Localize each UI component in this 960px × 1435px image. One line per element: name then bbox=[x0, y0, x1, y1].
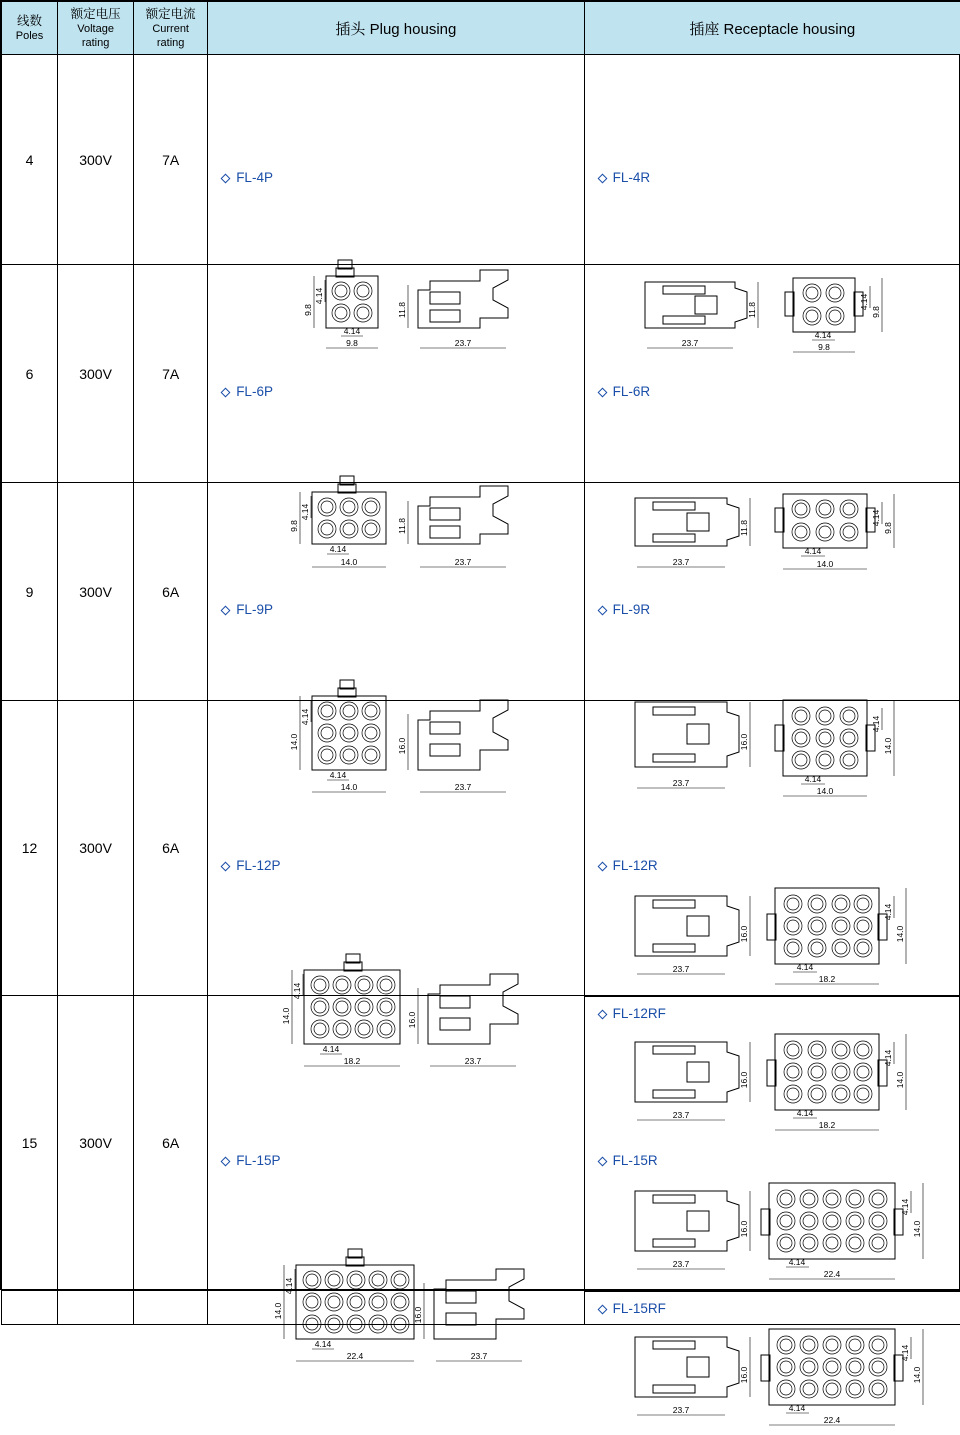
svg-text:4.14: 4.14 bbox=[284, 1278, 294, 1295]
svg-text:14.0: 14.0 bbox=[341, 557, 358, 567]
svg-text:16.0: 16.0 bbox=[739, 1367, 749, 1384]
cell-plug-drawing bbox=[208, 996, 584, 1291]
cell-plug-drawing bbox=[208, 701, 584, 996]
svg-text:4.14: 4.14 bbox=[330, 544, 347, 554]
cell-poles: 12 bbox=[2, 701, 58, 996]
cell-current: 6A bbox=[134, 996, 208, 1291]
svg-text:23.7: 23.7 bbox=[672, 778, 689, 788]
svg-text:23.7: 23.7 bbox=[455, 557, 472, 567]
svg-text:11.8: 11.8 bbox=[739, 520, 749, 536]
part-label-receptacle-1: FL-15R bbox=[599, 1153, 658, 1168]
cell-poles: 6 bbox=[2, 265, 58, 483]
svg-text:9.8: 9.8 bbox=[303, 304, 313, 316]
svg-text:11.8: 11.8 bbox=[747, 302, 757, 318]
svg-text:18.2: 18.2 bbox=[818, 974, 835, 984]
table-row bbox=[2, 265, 960, 483]
part-label-receptacle-2: FL-12RF bbox=[599, 1006, 666, 1021]
svg-text:4.14: 4.14 bbox=[804, 546, 821, 556]
svg-text:23.7: 23.7 bbox=[465, 1056, 482, 1066]
svg-text:4.14: 4.14 bbox=[796, 962, 813, 972]
svg-text:4.14: 4.14 bbox=[900, 1345, 910, 1362]
svg-text:22.4: 22.4 bbox=[823, 1415, 840, 1425]
header-voltage-cn: 额定电压 bbox=[60, 6, 131, 23]
table-row bbox=[2, 996, 960, 1291]
svg-text:14.0: 14.0 bbox=[816, 786, 833, 796]
header-plug-cn: 插头 bbox=[335, 21, 365, 38]
svg-text:14.0: 14.0 bbox=[895, 926, 905, 943]
svg-text:4.14: 4.14 bbox=[788, 1257, 805, 1267]
cell-voltage: 300V bbox=[58, 55, 134, 265]
cell-plug-drawing bbox=[208, 265, 584, 483]
svg-text:23.7: 23.7 bbox=[471, 1351, 488, 1361]
cell-receptacle-drawing bbox=[584, 55, 960, 265]
svg-text:4.14: 4.14 bbox=[883, 904, 893, 921]
svg-text:14.0: 14.0 bbox=[281, 1008, 291, 1025]
table-header-row bbox=[2, 2, 960, 55]
svg-text:23.7: 23.7 bbox=[672, 1259, 689, 1269]
cell-voltage: 300V bbox=[58, 265, 134, 483]
cell-receptacle-drawing bbox=[584, 483, 960, 701]
header-receptacle-en: Receptacle housing bbox=[724, 21, 856, 38]
cell-plug-drawing bbox=[208, 483, 584, 701]
header-voltage bbox=[58, 2, 134, 55]
svg-text:4.14: 4.14 bbox=[300, 503, 310, 520]
header-receptacle-cn: 插座 bbox=[689, 21, 719, 38]
cell-plug-drawing bbox=[208, 55, 584, 265]
svg-text:9.8: 9.8 bbox=[883, 522, 893, 534]
svg-text:23.7: 23.7 bbox=[672, 557, 689, 567]
cell-receptacle-drawing bbox=[584, 996, 960, 1291]
svg-text:14.0: 14.0 bbox=[289, 733, 299, 750]
header-plug bbox=[208, 2, 584, 55]
svg-text:16.0: 16.0 bbox=[739, 1221, 749, 1238]
svg-text:14.0: 14.0 bbox=[273, 1303, 283, 1320]
svg-text:14.0: 14.0 bbox=[816, 559, 833, 569]
footer-cell-current bbox=[134, 1291, 208, 1325]
svg-text:4.14: 4.14 bbox=[292, 983, 302, 1000]
svg-text:16.0: 16.0 bbox=[397, 737, 407, 754]
table-row bbox=[2, 701, 960, 996]
plug-drawing-15p bbox=[208, 1143, 584, 1435]
svg-text:18.2: 18.2 bbox=[818, 1120, 835, 1130]
table-row bbox=[2, 483, 960, 701]
svg-text:4.14: 4.14 bbox=[344, 326, 361, 336]
svg-text:22.4: 22.4 bbox=[823, 1269, 840, 1279]
svg-text:9.8: 9.8 bbox=[289, 520, 299, 532]
part-label-receptacle: FL-4R bbox=[599, 170, 651, 185]
svg-text:4.14: 4.14 bbox=[323, 1044, 340, 1054]
svg-text:23.7: 23.7 bbox=[672, 1110, 689, 1120]
svg-text:4.14: 4.14 bbox=[871, 715, 881, 732]
cell-current: 6A bbox=[134, 483, 208, 701]
part-label-plug: FL-9P bbox=[222, 602, 273, 617]
svg-text:4.14: 4.14 bbox=[900, 1199, 910, 1216]
cell-voltage: 300V bbox=[58, 701, 134, 996]
svg-text:16.0: 16.0 bbox=[739, 926, 749, 943]
table-row bbox=[2, 55, 960, 265]
part-label-plug: FL-6P bbox=[222, 384, 273, 399]
svg-text:16.0: 16.0 bbox=[739, 1072, 749, 1089]
footer-cell-poles bbox=[2, 1291, 58, 1325]
svg-text:23.7: 23.7 bbox=[455, 782, 472, 792]
svg-text:9.8: 9.8 bbox=[346, 338, 358, 348]
svg-text:4.14: 4.14 bbox=[883, 1050, 893, 1067]
svg-text:14.0: 14.0 bbox=[912, 1367, 922, 1384]
part-label-receptacle: FL-9R bbox=[599, 602, 651, 617]
svg-text:16.0: 16.0 bbox=[407, 1012, 417, 1029]
header-current-en2: rating bbox=[136, 37, 205, 51]
svg-text:22.4: 22.4 bbox=[347, 1351, 364, 1361]
svg-text:4.14: 4.14 bbox=[796, 1108, 813, 1118]
part-label-receptacle-2: FL-15RF bbox=[599, 1301, 666, 1316]
part-label-receptacle: FL-6R bbox=[599, 384, 651, 399]
header-voltage-en2: rating bbox=[60, 37, 131, 51]
svg-text:4.14: 4.14 bbox=[859, 293, 869, 310]
header-voltage-en1: Voltage bbox=[60, 23, 131, 37]
cell-voltage: 300V bbox=[58, 996, 134, 1291]
cell-current: 7A bbox=[134, 265, 208, 483]
connector-spec-table bbox=[1, 1, 960, 1325]
part-label-plug: FL-12P bbox=[222, 858, 280, 873]
header-plug-en: Plug housing bbox=[370, 21, 457, 38]
cell-receptacle-drawing bbox=[584, 265, 960, 483]
svg-text:4.14: 4.14 bbox=[804, 774, 821, 784]
part-label-plug: FL-15P bbox=[222, 1153, 280, 1168]
svg-text:4.14: 4.14 bbox=[814, 330, 831, 340]
header-poles bbox=[2, 2, 58, 55]
svg-text:14.0: 14.0 bbox=[341, 782, 358, 792]
part-label-receptacle-1: FL-12R bbox=[599, 858, 658, 873]
footer-cell-voltage bbox=[58, 1291, 134, 1325]
svg-text:4.14: 4.14 bbox=[314, 287, 324, 304]
cell-voltage: 300V bbox=[58, 483, 134, 701]
part-label-plug: FL-4P bbox=[222, 170, 273, 185]
receptacle-drawing-15r bbox=[585, 1143, 960, 1435]
svg-text:18.2: 18.2 bbox=[344, 1056, 361, 1066]
svg-text:11.8: 11.8 bbox=[397, 302, 407, 318]
cell-poles: 9 bbox=[2, 483, 58, 701]
svg-text:16.0: 16.0 bbox=[413, 1307, 423, 1324]
svg-text:14.0: 14.0 bbox=[912, 1221, 922, 1238]
svg-text:23.7: 23.7 bbox=[672, 1405, 689, 1415]
svg-text:23.7: 23.7 bbox=[455, 338, 472, 348]
header-receptacle bbox=[584, 2, 960, 55]
cell-poles: 4 bbox=[2, 55, 58, 265]
svg-text:14.0: 14.0 bbox=[895, 1072, 905, 1089]
svg-text:11.8: 11.8 bbox=[397, 518, 407, 534]
svg-text:23.7: 23.7 bbox=[681, 338, 698, 348]
svg-text:16.0: 16.0 bbox=[739, 733, 749, 750]
cell-receptacle-drawing bbox=[584, 701, 960, 996]
svg-text:4.14: 4.14 bbox=[315, 1339, 332, 1349]
svg-text:9.8: 9.8 bbox=[818, 342, 830, 352]
header-current-cn: 额定电流 bbox=[136, 6, 205, 23]
svg-text:23.7: 23.7 bbox=[672, 964, 689, 974]
cell-poles: 15 bbox=[2, 996, 58, 1291]
svg-text:14.0: 14.0 bbox=[883, 737, 893, 754]
svg-text:9.8: 9.8 bbox=[871, 306, 881, 318]
header-current-en1: Current bbox=[136, 23, 205, 37]
svg-text:4.14: 4.14 bbox=[871, 509, 881, 526]
header-poles-en: Poles bbox=[4, 30, 55, 44]
cell-current: 7A bbox=[134, 55, 208, 265]
header-current bbox=[134, 2, 208, 55]
header-poles-cn: 线数 bbox=[4, 13, 55, 30]
svg-text:4.14: 4.14 bbox=[300, 708, 310, 725]
cell-current: 6A bbox=[134, 701, 208, 996]
svg-text:4.14: 4.14 bbox=[788, 1403, 805, 1413]
svg-text:4.14: 4.14 bbox=[330, 770, 347, 780]
